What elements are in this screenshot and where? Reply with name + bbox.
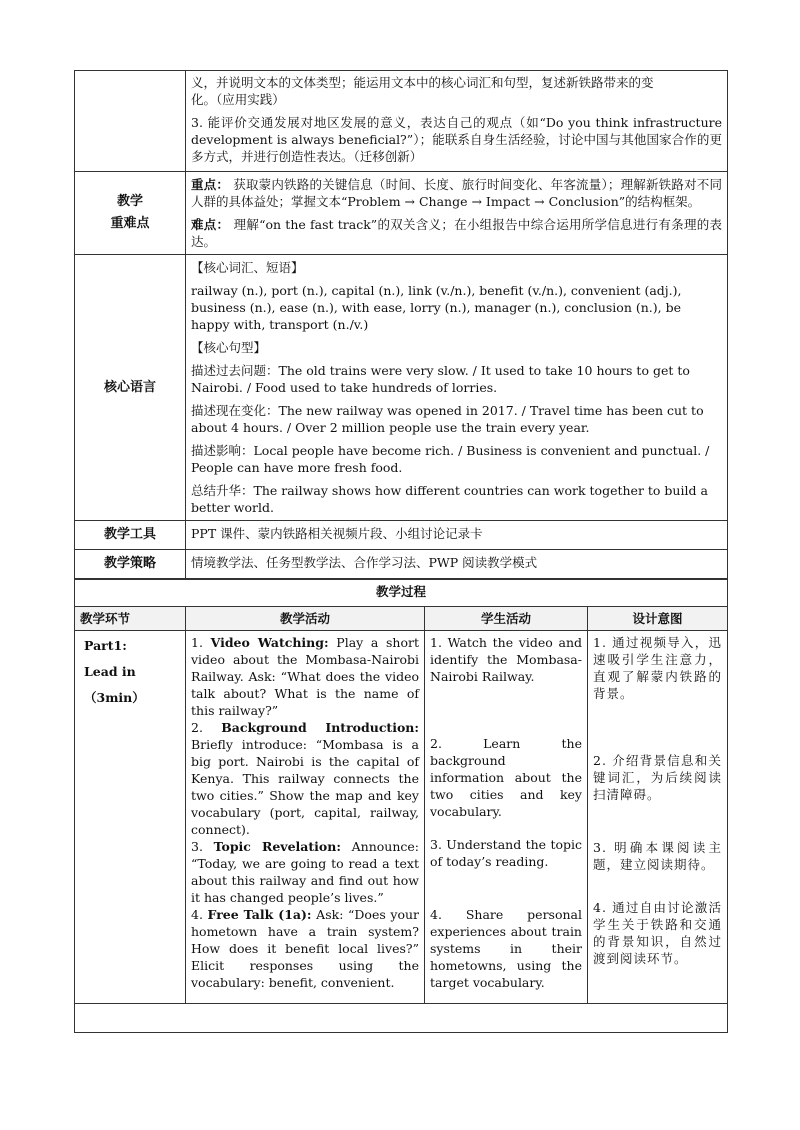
focus-label: 重点： bbox=[191, 177, 230, 192]
part1-name: Part1: bbox=[84, 638, 127, 653]
key-points-cell bbox=[186, 172, 728, 255]
student-activity-item: 1. Watch the video and identify the Mombasa-Nairobi Railway. bbox=[430, 635, 582, 684]
design-intent-item: 1. 通过视频导入，迅速吸引学生注意力，直观了解蒙内铁路的背景。 bbox=[593, 635, 723, 701]
teacher-activity-item: 2. Background Introduction: Briefly introduce: “Mombasa is a big port. Nairobi is the capital of Kenya. This railway connects the two cities.” Show the map and key vocabulary (port, capital, railway, connect). bbox=[191, 720, 419, 837]
part1-row bbox=[75, 631, 728, 1004]
tools-label: 教学工具 bbox=[75, 521, 186, 550]
sentence-past: 描述过去问题：The old trains were very slow. / It used to take 10 hours to get to Nairobi. / Food used to take hundreds of lorries. bbox=[191, 363, 690, 395]
teacher-activity-item: 4. Free Talk (1a): Ask: “Does your hometown have a train system? How does it benefit local lives?” Elicit responses using the vocabulary: benefit, convenient. bbox=[191, 907, 419, 990]
key-points-row bbox=[75, 172, 728, 255]
goals-line1: 义，并说明文本的文体类型；能运用文本中的核心词汇和句型，复述新铁路带来的变 bbox=[191, 75, 654, 90]
part1-stage-cell bbox=[75, 631, 186, 1004]
process-header-row bbox=[75, 607, 728, 631]
sentence-impact: 描述影响：Local people have become rich. / Business is convenient and punctual. / People can have more fresh food. bbox=[191, 443, 710, 475]
part1-time: （3min） bbox=[84, 690, 145, 705]
design-intent-item: 2. 介绍背景信息和关键词汇，为后续阅读扫清障碍。 bbox=[593, 753, 723, 802]
teacher-activity-item: 3. Topic Revelation: Announce: “Today, we are going to read a text about this railway and find out how it has changed people’s lives.” bbox=[191, 839, 419, 905]
student-activity-item: 4. Share personal experiences about train systems in their hometowns, using the target vocabulary. bbox=[430, 907, 582, 990]
student-activity-item: 2. Learn the background information about the two cities and key vocabulary. bbox=[430, 736, 582, 819]
difficulty-label: 难点： bbox=[191, 217, 230, 232]
design-intent-item: 3. 明确本课阅读主题，建立阅读期待。 bbox=[593, 840, 723, 872]
student-activity-cell bbox=[425, 631, 588, 1004]
key-points-label-line1: 教学 bbox=[116, 194, 143, 209]
goals-row bbox=[75, 71, 728, 172]
difficulty-text: 理解“on the fast track”的双关含义；在小组报告中综合运用所学信息进行有条理的表达。 bbox=[191, 217, 722, 249]
strategy-row bbox=[75, 550, 728, 579]
goals-item3: 3. 能评价交通发展对地区发展的意义，表达自己的观点（如“Do you think infrastructure development is always beneficial?”）；能联系自身生活经验，讨论中国与其他国家合作的更多方式，并进行创造性表达。（迁移创新） bbox=[191, 115, 722, 164]
process-title-row bbox=[75, 580, 728, 607]
design-intent-item: 4. 通过自由讨论激活学生关于铁路和交通的背景知识，自然过渡到阅读环节。 bbox=[593, 900, 723, 966]
teacher-activity-item: 1. Video Watching: Play a short video about the Mombasa-Nairobi Railway. Ask: “What does the video talk about? What is the name of this railway?” bbox=[191, 635, 419, 718]
header-student-activity: 学生活动 bbox=[425, 607, 588, 631]
key-points-label-line2: 重难点 bbox=[110, 216, 150, 231]
part1-subtitle: Lead in bbox=[84, 664, 136, 679]
strategy-label: 教学策略 bbox=[75, 550, 186, 579]
header-stage: 教学环节 bbox=[75, 607, 186, 631]
empty-row bbox=[75, 1004, 728, 1033]
empty-cell bbox=[75, 1004, 728, 1033]
key-points-label bbox=[75, 172, 186, 255]
core-language-cell bbox=[186, 255, 728, 521]
strategy-value: 情境教学法、任务型教学法、合作学习法、PWP 阅读教学模式 bbox=[186, 550, 728, 579]
focus-text: 获取蒙内铁路的关键信息（时间、长度、旅行时间变化、年客流量）；理解新铁路对不同人群的具体益处；掌握文本“Problem → Change → Impact → Conclusion”的结构框架。 bbox=[191, 177, 722, 209]
goals-line2: 化。（应用实践） bbox=[191, 92, 285, 107]
process-title: 教学过程 bbox=[75, 580, 728, 607]
tools-row bbox=[75, 521, 728, 550]
vocab-heading: 【核心词汇、短语】 bbox=[191, 260, 304, 275]
lesson-plan-upper-table bbox=[74, 70, 728, 579]
sentences-heading: 【核心句型】 bbox=[191, 340, 267, 355]
core-language-label: 核心语言 bbox=[75, 255, 186, 521]
tools-value: PPT 课件、蒙内铁路相关视频片段、小组讨论记录卡 bbox=[186, 521, 728, 550]
core-language-row bbox=[75, 255, 728, 521]
sentence-summary: 总结升华：The railway shows how different countries can work together to build a better world. bbox=[191, 483, 708, 515]
teaching-process-table bbox=[74, 579, 728, 1033]
design-intent-cell bbox=[588, 631, 728, 1004]
goals-label-cell bbox=[75, 71, 186, 172]
header-design-intent: 设计意图 bbox=[588, 607, 728, 631]
vocab-list: railway (n.), port (n.), capital (n.), link (v./n.), benefit (v./n.), convenient (adj.), business (n.), ease (n.), with ease, lorry (n.), manager (n.), conclusion (n.), be happy with, transport (n./v.) bbox=[191, 283, 682, 332]
student-activity-item: 3. Understand the topic of today’s reading. bbox=[430, 837, 582, 869]
sentence-change: 描述现在变化：The new railway was opened in 2017. / Travel time has been cut to about 4 hours. / Over 2 million people use the train every year. bbox=[191, 403, 704, 435]
goals-cell bbox=[186, 71, 728, 172]
teacher-activity-cell bbox=[186, 631, 425, 1004]
header-teacher-activity: 教学活动 bbox=[186, 607, 425, 631]
